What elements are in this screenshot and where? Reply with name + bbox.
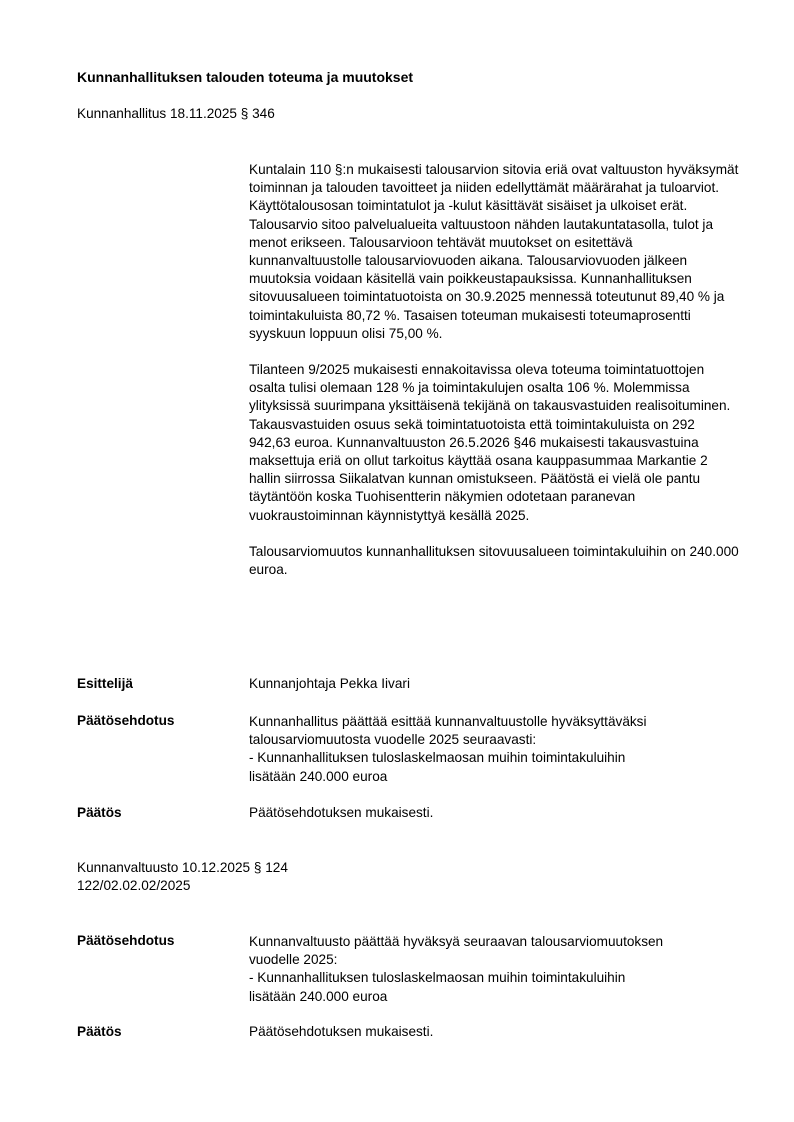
council-decision-label: Päätös	[77, 1024, 122, 1039]
decision-value: Päätösehdotuksen mukaisesti.	[249, 805, 434, 820]
council-decision-value: Päätösehdotuksen mukaisesti.	[249, 1024, 434, 1039]
proposal-line: lisätään 240.000 euroa	[249, 768, 388, 784]
proposal-line: vuodelle 2025:	[249, 952, 338, 968]
background-paragraph-2: Tilanteen 9/2025 mukaisesti ennakoitavissa oleva toteuma toimintatuottojen osalta tulisi olemaan 128 % ja toimintakulujen osalta 106 %. Molemmissa ylityksissä suurimpana yksittäisenä tekijänä on takausvastuiden realisoituminen. Takausvastuiden osuus sekä toimintatuotoista että toimintakuluista on 292 942,63 euroa. Kunnanvaltuuston 26.5.2026 §46 mukaisesti takausvastuina maksettuja eriä on ollut tarkoitus käyttää osana kauppasummaa Markantie 2 hallin siirrossa Siikalatvan kunnan omistukseen. Päätöstä ei vielä ole pantu täytäntöön koska Tuohisentterin näkymien odotetaan paranevan vuokraustoiminnan käynnistyttyä kesällä 2025.	[249, 362, 731, 523]
background-text	[249, 161, 739, 579]
meeting-header-kunnanvaltuusto: Kunnanvaltuusto 10.12.2025 § 124	[77, 860, 288, 875]
record-number: 122/02.02.02/2025	[77, 878, 191, 893]
proposal-line: Kunnanvaltuusto päättää hyväksyä seuraavan talousarviomuutoksen	[249, 934, 664, 949]
proposal-line: - Kunnanhallituksen tuloslaskelmaosan muihin toimintakuluihin	[249, 750, 626, 766]
presenter-label: Esittelijä	[77, 676, 133, 691]
proposal-line: lisätään 240.000 euroa	[249, 988, 388, 1004]
proposal-line: - Kunnanhallituksen tuloslaskelmaosan muihin toimintakuluihin	[249, 970, 626, 986]
presenter-value: Kunnanjohtaja Pekka Iivari	[249, 676, 410, 691]
decision-label: Päätös	[77, 805, 122, 820]
council-proposal-text	[249, 933, 739, 1006]
background-paragraph-1: Kuntalain 110 §:n mukaisesti talousarvion sitovia eriä ovat valtuuston hyväksymät toiminnan ja talouden tavoitteet ja niiden edellyttämät määrärahat ja tuloarviot. Käyttötalousosan toimintatulot ja -kulut käsittävät sisäiset ja ulkoiset erät. Talousarvio sitoo palvelualueita valtuustoon nähden lautakuntatasolla, tulot ja menot erikseen. Talousarvioon tehtävät muutokset on esitettävä kunnanvaltuustolle talousarviovuoden aikana. Talousarviovuoden jälkeen muutoksia voidaan käsitellä vain poikkeustapauksissa. Kunnanhallituksen sitovuusalueen toimintatuotoista on 30.9.2025 mennessä toteutunut 89,40 % ja toimintakuluista 80,72 %. Tasaisen toteuman mukaisesti toteumaprosentti syyskuun loppuun olisi 75,00 %.	[249, 162, 739, 341]
proposal-label: Päätösehdotus	[77, 713, 175, 728]
council-proposal-label: Päätösehdotus	[77, 933, 175, 948]
document-title: Kunnanhallituksen talouden toteuma ja muutokset	[77, 69, 414, 85]
proposal-line: talousarviomuutosta vuodelle 2025 seuraavasti:	[249, 732, 537, 748]
proposal-text	[249, 713, 739, 786]
meeting-header-kunnanhallitus: Kunnanhallitus 18.11.2025 § 346	[77, 106, 275, 121]
background-paragraph-3: Talousarviomuutos kunnanhallituksen sitovuusalueen toimintakuluihin on 240.000 euroa.	[249, 543, 739, 578]
proposal-line: Kunnanhallitus päättää esittää kunnanvaltuustolle hyväksyttäväksi	[249, 714, 647, 729]
